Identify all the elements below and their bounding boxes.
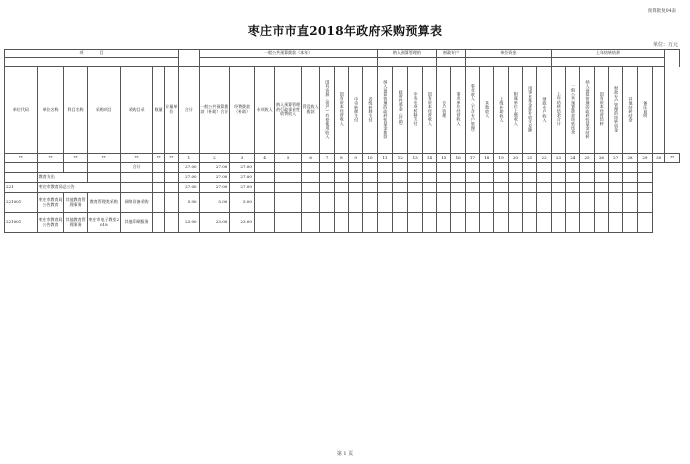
column-header-label: 一般公共预算拨款（补助）合计 (200, 104, 229, 114)
column-index: 6 (301, 154, 319, 163)
column-header-label: 罚没收入拨款 (302, 104, 319, 114)
column-index: 25 (580, 154, 594, 163)
column-header-label: 科目名称 (67, 106, 84, 112)
column-header (580, 67, 594, 154)
item-public: 5.00 (199, 193, 230, 213)
column-header (537, 67, 551, 154)
column-header (153, 67, 164, 154)
column-header-label: 其他结转结余 (628, 96, 634, 122)
column-header (451, 67, 465, 154)
form-number-label: 预算批复04表 (647, 9, 676, 14)
project-sum: 27.00 (179, 173, 199, 183)
column-header-label: 政府性基金（补助） (398, 90, 404, 128)
group-header-last-year: 上年结转结余 (551, 50, 665, 58)
department-public: 27.00 (199, 183, 230, 193)
column-header-label: 中央专项转移支付 (413, 92, 419, 126)
item-subject: 其他教育管理事务 (64, 193, 88, 213)
column-header (494, 67, 508, 154)
column-header (408, 67, 422, 154)
column-header-label: 采购目录 (128, 106, 145, 112)
column-header-label: 国有资本经营结转 (599, 92, 605, 126)
column-index: 5 (275, 154, 302, 163)
column-header-label: 财政专户管理的结转资金 (614, 86, 620, 133)
column-header (363, 67, 377, 154)
column-header-label: 国有资源（资产）有偿使用收入 (325, 79, 331, 139)
column-header-label: 上级补助收入 (499, 96, 505, 122)
column-header (609, 67, 623, 154)
column-index: 24 (566, 154, 580, 163)
column-header-label: 国有资本经营收入 (339, 92, 345, 126)
column-header-label: 一般公共预算拨款结转结余 (571, 83, 577, 135)
column-header (301, 67, 319, 154)
column-header (199, 67, 230, 154)
column-header (523, 67, 537, 154)
column-index: ** (153, 154, 164, 163)
column-index: 4 (254, 154, 274, 163)
column-index: 21 (523, 154, 537, 163)
column-index: ** (164, 154, 178, 163)
column-header (594, 67, 608, 154)
column-index: 12 (393, 154, 408, 163)
column-index: 29 (637, 154, 652, 163)
column-index: 16 (451, 154, 465, 163)
column-index: 14 (422, 154, 436, 163)
column-header-label: 合计 (184, 106, 193, 112)
item-funding: 23.00 (230, 213, 255, 233)
table-row (5, 193, 680, 213)
column-header-label: 单位名称 (42, 106, 59, 112)
column-header (422, 67, 436, 154)
column-header-label: 采购项目 (95, 106, 112, 112)
column-index: 20 (508, 154, 522, 163)
department-sum: 27.00 (179, 183, 199, 193)
column-header (334, 67, 348, 154)
column-index: 3 (230, 154, 255, 163)
column-header-label: 纳入预算管理的行政事业性收费收入 (276, 101, 301, 117)
column-header (623, 67, 637, 154)
column-index: 28 (623, 154, 637, 163)
column-header-label: 上年结转结余合计 (556, 92, 562, 126)
column-index: 22 (537, 154, 551, 163)
group-header-public-budget: 一般公共预算拨款（本年） (199, 50, 377, 58)
item-public: 23.00 (199, 213, 230, 233)
column-index: 18 (480, 154, 494, 163)
item-sum: 23.00 (179, 213, 199, 233)
item-project: 教育管理类采购 (87, 193, 120, 213)
group-header-item: 项 目 (5, 50, 179, 58)
column-index: ** (665, 154, 680, 163)
column-header-label: 纳入预算管理的政府性基金拨款 (383, 79, 389, 139)
column-index: ** (120, 154, 153, 163)
column-header (465, 67, 479, 154)
column-header (349, 67, 363, 154)
column-index: 7 (320, 154, 334, 163)
column-index: 10 (363, 154, 377, 163)
item-funding: 5.00 (230, 193, 255, 213)
total-label: 合计 (120, 163, 153, 173)
column-index: 1 (179, 154, 199, 163)
column-header (637, 67, 652, 154)
column-index: 19 (494, 154, 508, 163)
department-funding: 27.00 (230, 183, 255, 193)
item-subject: 其他教育管理事务 (64, 213, 88, 233)
column-index: ** (87, 154, 120, 163)
column-index: ** (64, 154, 88, 163)
column-header (437, 67, 451, 154)
column-header-label: 附属单位上缴收入 (513, 92, 519, 126)
column-header (5, 67, 38, 154)
column-index: 2 (199, 154, 230, 163)
unit-label: 单位：万元 (652, 42, 678, 48)
column-index: 30 (653, 154, 665, 163)
column-index: 27 (609, 154, 623, 163)
item-catalog: 其他印刷服务 (120, 213, 153, 233)
total-public: 27.00 (199, 163, 230, 173)
column-header (275, 67, 302, 154)
column-header-label: 专户管理 (442, 100, 448, 118)
project-public: 27.00 (199, 173, 230, 183)
project-funding: 27.00 (230, 173, 255, 183)
column-header (377, 67, 392, 154)
total-sum: 27.00 (179, 163, 199, 173)
page-footer: 第 1 页 (336, 451, 354, 457)
column-header (164, 67, 178, 154)
column-index: ** (5, 154, 38, 163)
column-header-label: 事业单位经营收入 (456, 92, 462, 126)
item-unit-name: 枣庄市教育局公告教育 (37, 193, 64, 213)
column-header-label: 财政专户收入 (542, 96, 548, 122)
column-header (551, 67, 565, 154)
column-header-label: 国有资本经营收入 (427, 92, 433, 126)
item-code: 221001 (5, 193, 38, 213)
column-header (230, 67, 255, 154)
column-header (179, 67, 199, 154)
column-header-label: 经费拨款（补助） (234, 104, 251, 114)
item-code: 221001 (5, 213, 38, 233)
page-title: 枣庄市市直2018年政府采购预算表 (247, 24, 443, 38)
column-index-row (5, 154, 680, 163)
column-index: 15 (437, 154, 451, 163)
column-header-label: 纳入预算管理的政府性基金结转 (585, 79, 591, 139)
column-header-label: 单位代码 (12, 106, 29, 112)
column-header (120, 67, 153, 154)
item-sum: 5.00 (179, 193, 199, 213)
department-name: 枣庄市教育局总公告 (37, 183, 120, 193)
item-catalog: 网络设备采购 (120, 193, 153, 213)
column-header (480, 67, 494, 154)
table-row (5, 213, 680, 233)
column-index: 23 (551, 154, 565, 163)
item-project: 枣庄市电子教室2018 (87, 213, 120, 233)
column-header-label: 用事业基金弥补收支差额 (528, 86, 534, 133)
column-header (64, 67, 88, 154)
column-header-label: 其他收入 (485, 100, 491, 118)
column-index: 13 (408, 154, 422, 163)
column-index: 8 (334, 154, 348, 163)
column-header (508, 67, 522, 154)
column-header (254, 67, 274, 154)
column-header-label: 中央转移支付 (354, 96, 360, 122)
column-header-label: 专项收入 (256, 106, 273, 112)
total-funding: 27.00 (230, 163, 255, 173)
group-header-gov-fund: 纳入预算管理的 (377, 50, 436, 58)
column-header-label: 省级转移支付 (368, 96, 374, 122)
department-code: 221 (5, 183, 38, 193)
column-header (87, 67, 120, 154)
group-header-unit-funds: 单位资金 (465, 50, 551, 58)
table-row-total (5, 163, 680, 173)
column-index: ** (37, 154, 64, 163)
column-header (566, 67, 580, 154)
column-header-label: 计量单位 (165, 104, 178, 114)
column-header (37, 67, 64, 154)
column-index: 9 (349, 154, 363, 163)
table-row-department (5, 183, 680, 193)
column-header-label: 事业收入（不含专户管理） (470, 83, 476, 135)
budget-table (4, 49, 680, 233)
column-header (320, 67, 334, 154)
column-header-label: 数量 (154, 106, 163, 112)
column-header-row (5, 67, 680, 154)
group-header-fiscal-special: 财政专户 (437, 50, 466, 58)
column-header (393, 67, 408, 154)
column-index: 26 (594, 154, 608, 163)
item-unit-name: 枣庄市教育局公告教育 (37, 213, 64, 233)
project-label: 教育支出 (37, 173, 87, 183)
column-header-label: 备注说明 (643, 100, 649, 118)
column-index: 17 (465, 154, 479, 163)
column-index: 11 (377, 154, 392, 163)
table-row-project (5, 173, 680, 183)
